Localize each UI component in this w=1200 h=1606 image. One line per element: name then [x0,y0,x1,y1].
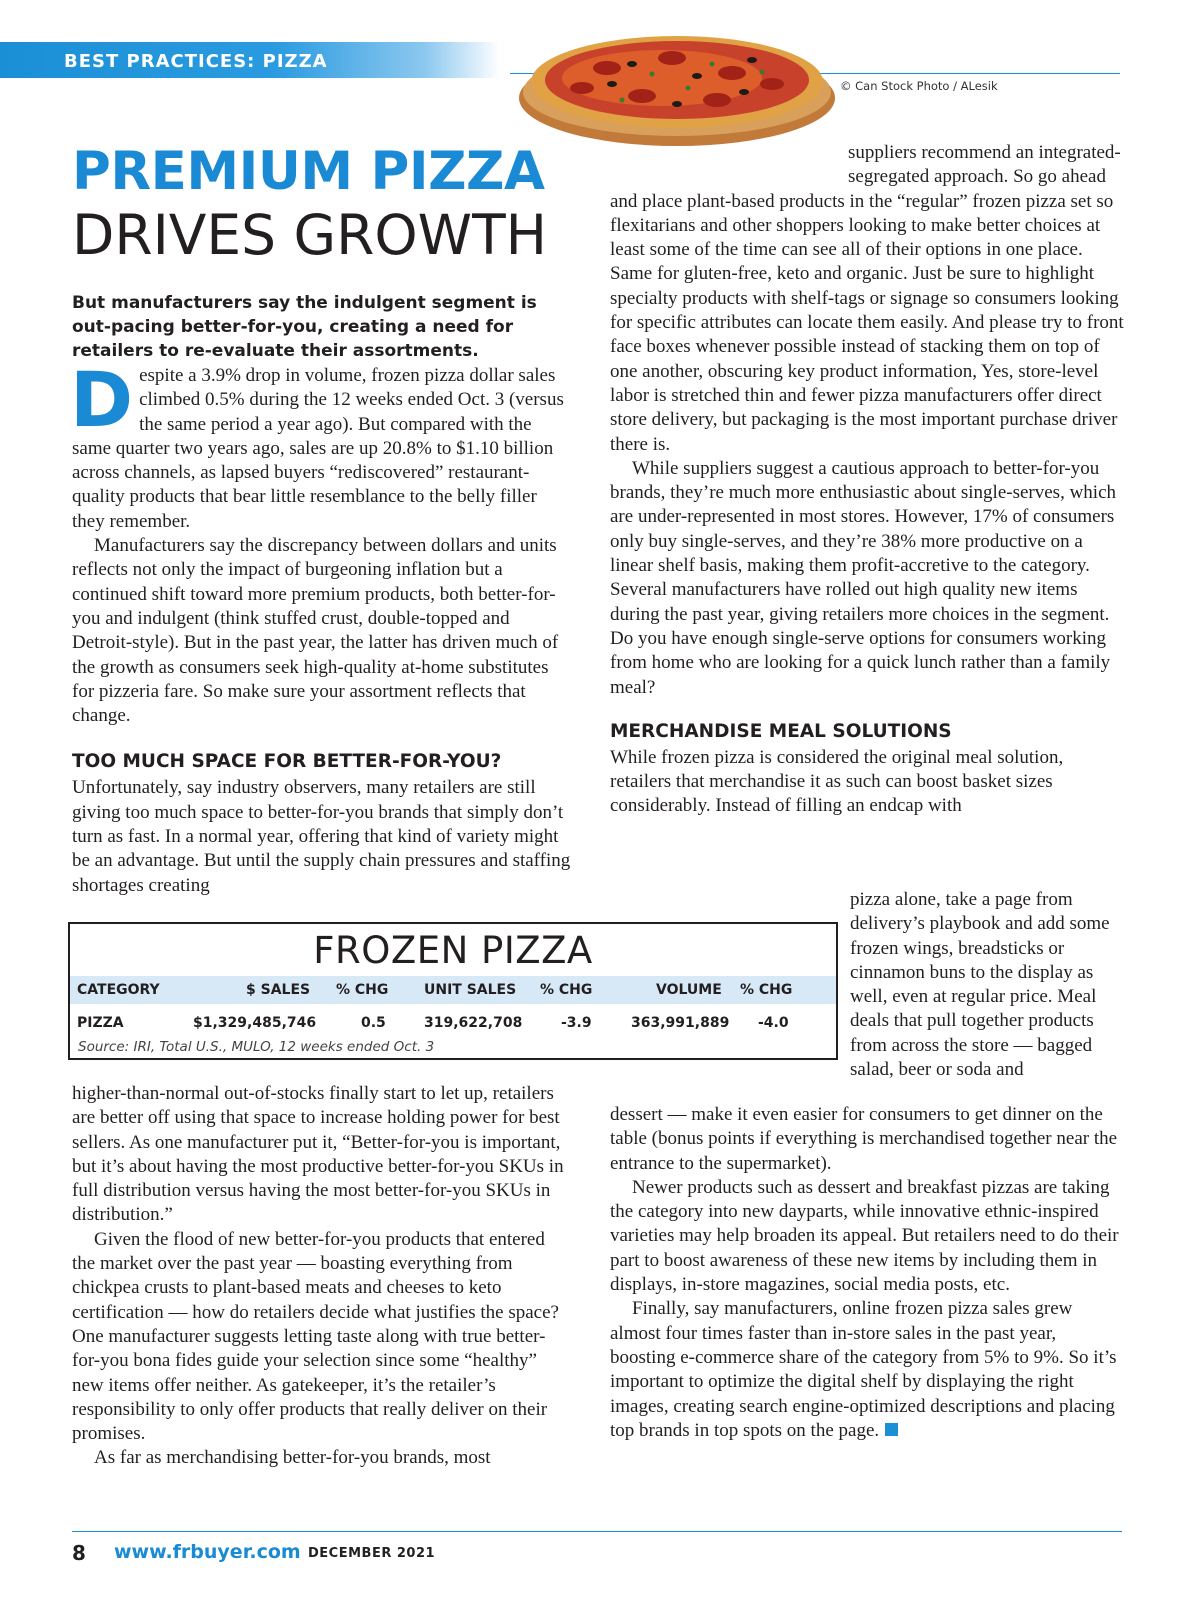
paragraph-9 [610,1297,1125,1443]
table-header-volume-chg: % CHG [740,982,793,998]
column-right-bottom [610,1103,1125,1443]
table-header-sales: $ SALES [246,982,311,998]
paragraph-5a: As far as merchandising better-for-you brands, most [94,1447,491,1469]
table-header-unit-sales: UNIT SALES [424,982,517,998]
table-source: Source: IRI, Total U.S., MULO, 12 weeks ended Oct. 3 [78,1039,435,1055]
table-cell-sales: $1,329,485,746 [193,1015,317,1031]
table-title: FROZEN PIZZA [313,929,593,972]
subhead-too-much-space: TOO MUCH SPACE FOR BETTER-FOR-YOU? [72,751,502,773]
column-left-bottom [72,1082,572,1471]
headline-line-1: PREMIUM PIZZA [72,141,545,202]
table-header-category: CATEGORY [77,982,160,998]
frozen-pizza-table [68,922,838,1060]
drop-cap: D [70,355,134,444]
paragraph-8: Newer products such as dessert and breakfast pizzas are taking the category into new dayparts, while innovative ethnic-inspired varieties may help broaden its appeal. But retailers need to do their part to boost awareness of these new items by including them in displays, in-store magazines, social media posts, etc. [610,1176,1119,1296]
paragraph-3b: higher-than-normal out-of-stocks finally start to let up, retailers are better off using that space to increase holding power for best sellers. As one manufacturer put it, “Better-for-you is important, but it’s about having the most productive better-for-you SKUs in full distribution versus having the most better-for-you SKUs in distribution.” [72,1083,564,1226]
column-left-top [70,355,572,898]
paragraph-3a: Unfortunately, say industry observers, many retailers are still giving too much space to better-for-you brands that simply don’t turn as fast. In a normal year, offering that kind of variety might be an advantage. But until the supply chain pressures and staffing shortages creating [72,777,571,896]
paragraph-2: Manufacturers say the discrepancy between dollars and units reflects not only the impact of burgeoning inflation but a continued shift toward more premium products, both better-for-you and indulgent (think stuffed crust, double-topped and Detroit-style). But in the past year, the latter has driven much of the growth as consumers seek high-quality at-home substitutes for pizzeria fare. So make sure your assortment reflects that change. [72,535,559,727]
section-label: BEST PRACTICES: PIZZA [64,51,328,72]
table-cell-units-chg: -3.9 [561,1015,592,1031]
paragraph-1-text: espite a 3.9% drop in volume, frozen pizza dollar sales climbed 0.5% during the 12 weeks ended Oct. 3 (versus the same period a year ago). But compared with the same quarter two years ago, sales are up 20.8% to $1.10 billion across channels, as lapsed buyers “rediscovered” restaurant-quality products that bear little resemblance to the belly filler they remember. [72,365,564,532]
table-header-sales-chg: % CHG [336,982,389,998]
column-right-top [610,141,1125,819]
table-header-volume: VOLUME [656,982,722,998]
paragraph-5b: suppliers recommend an integrated-segregated approach. So go ahead and place plant-based products in the “regular” frozen pizza set so flexitarians and other shoppers looking to make better choices at least some of the time can see all of their options in one place. Same for gluten-free, keto and organic. Just be sure to highlight specialty products with shelf-tags or signage so consumers looking for specific attributes can locate them easily. And please try to front face boxes whenever possible instead of stacking them on top of one another, obscuring key product information, Yes, store-level labor is stretched thin and fewer pizza manufacturers offer direct store delivery, but packaging is the most important purchase driver there is. [610,142,1124,455]
table-cell-category: PIZZA [77,1015,124,1031]
table-header-units-chg: % CHG [540,982,593,998]
pizza-image [512,18,842,148]
paragraph-7b: pizza alone, take a page from delivery’s playbook and add some frozen wings, breadsticks or cinnamon buns to the display as well, even at regular price. Meal deals that pull together products from across the store — bagged salad, beer or soda and [850,889,1110,1081]
subhead-meal-solutions: MERCHANDISE MEAL SOLUTIONS [610,720,952,742]
table-cell-unit-sales: 319,622,708 [424,1015,523,1031]
footer-rule [72,1531,1122,1532]
column-right-inset [850,888,1122,1082]
paragraph-7c: dessert — make it even easier for consumers to get dinner on the table (bonus points if everything is merchandised together near the entrance to the supermarket). [610,1104,1118,1174]
paragraph-6: While suppliers suggest a cautious approach to better-for-you brands, they’re much more enthusiastic about single-serves, which are under-represented in most stores. However, 17% of consumers only buy single-serves, and they’re 38% more productive on a linear shelf basis, making them profit-accretive to the category. Several manufacturers have rolled out high quality new items during the past year, giving retailers more choices in the segment. Do you have enough single-serve options for consumers working from home who are looking for a quick lunch rather than a family meal? [610,457,1116,698]
paragraph-7a: While frozen pizza is considered the original meal solution, retailers that merchandise it as such can boost basket sizes considerably. Instead of filling an endcap with [610,746,1064,817]
photo-credit: © Can Stock Photo / ALesik [840,79,998,93]
table-cell-volume: 363,991,889 [631,1015,730,1031]
end-mark-icon [885,1423,898,1436]
paragraph-1 [70,355,572,534]
paragraph-9-text: Finally, say manufacturers, online frozen pizza sales grew almost four times faster than in-store sales in the past year, boosting e-commerce share of the category from 5% to 9%. So it’s important to optimize the digital shelf by displaying the right images, creating search engine-optimized descriptions and placing top brands in top spots on the page. [610,1298,1117,1441]
page-number: 8 [72,1541,86,1565]
table-cell-sales-chg: 0.5 [361,1015,386,1031]
article-deck: But manufacturers say the indulgent segment is out-pacing better-for-you, creating a need for retailers to re-evaluate their assortments. [72,293,537,361]
footer-url-link[interactable]: www.frbuyer.com [114,1541,301,1563]
footer-date: DECEMBER 2021 [308,1546,436,1561]
table-cell-volume-chg: -4.0 [758,1015,789,1031]
paragraph-4: Given the flood of new better-for-you products that entered the market over the past year — boasting everything from chickpea crusts to plant-based meats and cheeses to keto certification — how do retailers decide what justifies the space? One manufacturer suggests letting taste along with true better-for-you bona fides guide your selection since some “healthy” new items offer neither. As gatekeeper, it’s the retailer’s responsibility to only offer products that really deliver on their promises. [72,1228,559,1445]
headline-line-2: DRIVES GROWTH [72,203,548,267]
